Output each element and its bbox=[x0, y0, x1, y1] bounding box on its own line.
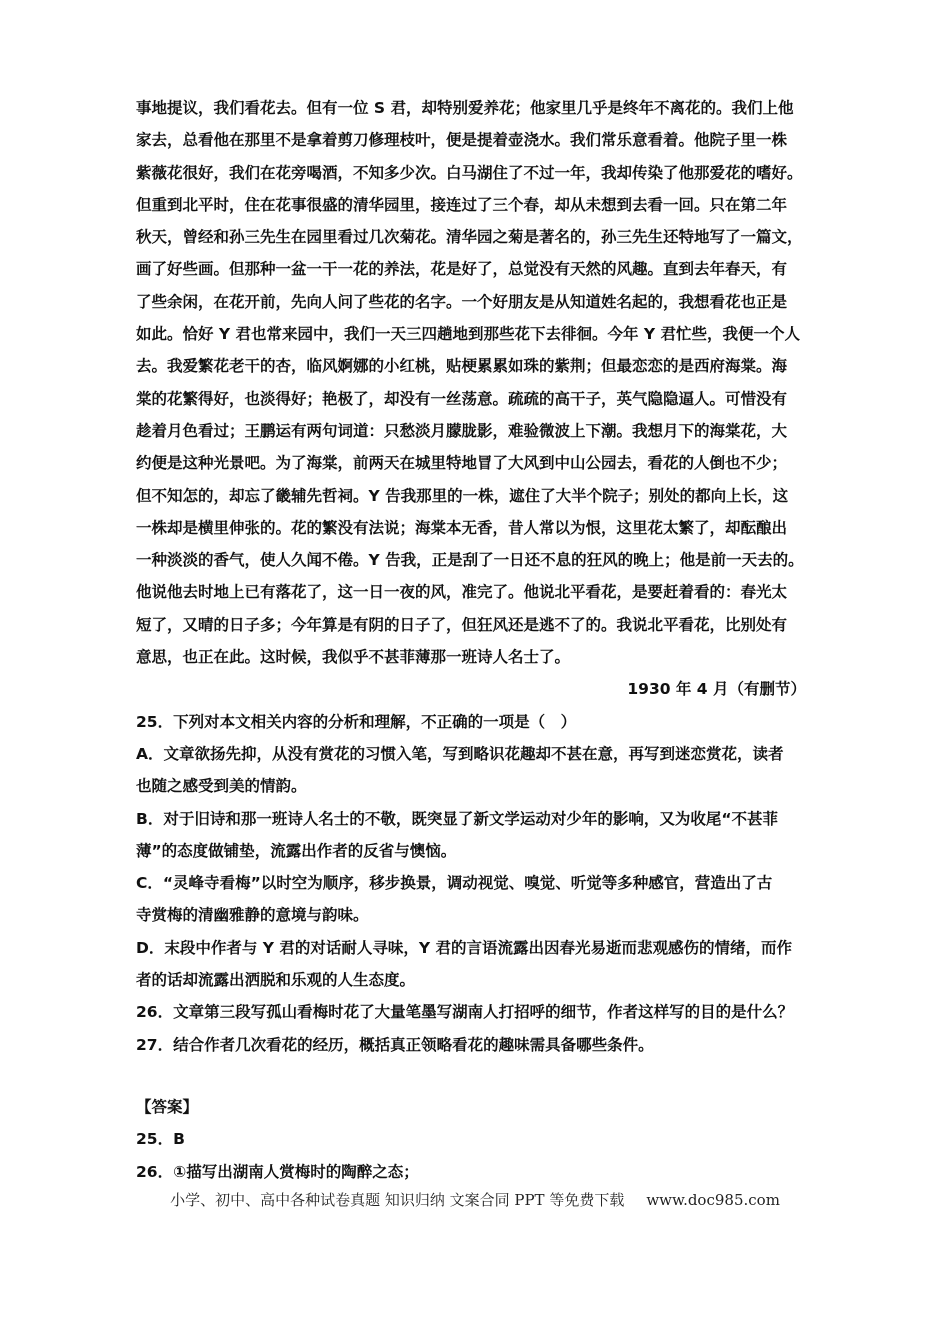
option-d-cont: 者的话却流露出洒脱和乐观的人生态度。 bbox=[136, 971, 416, 990]
question-26: 26．文章第三段写孤山看梅时花了大量笔墨写湖南人打招呼的细节，作者这样写的目的是什么？ bbox=[136, 1003, 794, 1022]
passage-line: 趁着月色看过；王鹏运有两句词道：只愁淡月朦胧影，难验微波上下潮。我想月下的海棠花，大 bbox=[136, 421, 788, 440]
passage-date: 1930 年 4 月（有删节） bbox=[627, 680, 806, 699]
footer-url[interactable]: www.doc985.com bbox=[646, 1191, 780, 1209]
passage-line: 秋天，曾经和孙三先生在园里看过几次菊花。清华园之菊是著名的，孙三先生还特地写了一篇文， bbox=[136, 228, 803, 247]
passage-line: 去。我爱繁花老干的杏，临风婀娜的小红桃，贴梗累累如珠的紫荆；但最恋恋的是西府海棠。海 bbox=[136, 357, 788, 376]
passage-line: 棠的花繁得好，也淡得好；艳极了，却没有一丝荡意。疏疏的高干子，英气隐隐逼人。可惜没有 bbox=[136, 389, 788, 408]
passage bbox=[136, 92, 816, 706]
option-b: B．对于旧诗和那一班诗人名士的不敬，既突显了新文学运动对少年的影响，又为收尾“不甚菲 bbox=[136, 809, 779, 828]
passage-line: 家去，总看他在那里不是拿着剪刀修理枝叶，便是提着壶浇水。我们常乐意看着。他院子里一株 bbox=[136, 131, 788, 150]
question-27: 27．结合作者几次看花的经历，概括真正领略看花的趣味需具备哪些条件。 bbox=[136, 1035, 654, 1054]
passage-line: 但重到北平时，住在花事很盛的清华园里，接连过了三个春，却从未想到去看一回。只在第二年 bbox=[136, 195, 788, 214]
spacer bbox=[136, 1061, 816, 1091]
passage-line: 短了，又晴的日子多；今年算是有阴的日子了，但狂风还是逃不了的。我说北平看花，比别处有 bbox=[136, 615, 788, 634]
passage-line: 画了好些画。但那种一盆一干一花的养法，花是好了，总觉没有天然的风趣。直到去年春天，有 bbox=[136, 260, 788, 279]
question-25: 25．下列对本文相关内容的分析和理解，不正确的一项是（ ） bbox=[136, 712, 577, 731]
option-a-cont: 也随之感受到美的情韵。 bbox=[136, 777, 307, 796]
answer-25: 25．B bbox=[136, 1130, 185, 1149]
passage-line: 但不知怎的，却忘了畿辅先哲祠。Y 告我那里的一株，遮住了大半个院子；别处的都向上长，这 bbox=[136, 486, 789, 505]
passage-line: 他说他去时地上已有落花了，这一日一夜的风，准完了。他说北平看花，是要赶着看的：春光太 bbox=[136, 583, 788, 602]
footer-text: 小学、初中、高中各种试卷真题 知识归纳 文案合同 PPT 等免费下载 bbox=[170, 1191, 625, 1209]
page-footer bbox=[0, 1189, 950, 1210]
answers bbox=[136, 1091, 816, 1188]
passage-line: 一株却是横里伸张的。花的繁没有法说；海棠本无香，昔人常以为恨，这里花太繁了，却酝酿出 bbox=[136, 518, 788, 537]
passage-line: 如此。恰好 Y 君也常来园中，我们一天三四趟地到那些花下去徘徊。今年 Y 君忙些，我便一个人 bbox=[136, 325, 801, 344]
questions bbox=[136, 706, 816, 1061]
option-d: D．末段中作者与 Y 君的对话耐人寻味，Y 君的言语流露出因春光易逝而悲观感伤的情绪，而作 bbox=[136, 938, 793, 957]
passage-line: 约便是这种光景吧。为了海棠，前两天在城里特地冒了大风到中山公园去，看花的人倒也不少； bbox=[136, 454, 788, 473]
passage-line: 意思，也正在此。这时候，我似乎不甚菲薄那一班诗人名士了。 bbox=[136, 648, 571, 667]
option-b-cont: 薄”的态度做铺垫，流露出作者的反省与懊恼。 bbox=[136, 841, 457, 860]
passage-line: 事地提议，我们看花去。但有一位 S 君，却特别爱养花；他家里几乎是终年不离花的。我们上他 bbox=[136, 99, 794, 117]
answer-26: 26．①描写出湖南人赏梅时的陶醉之态； bbox=[136, 1162, 419, 1181]
option-a: A．文章欲扬先抑，从没有赏花的习惯入笔，写到略识花趣却不甚在意，再写到迷恋赏花，读者 bbox=[136, 744, 784, 763]
passage-line: 一种淡淡的香气，使人久闻不倦。Y 告我，正是刮了一日还不息的狂风的晚上；他是前一天去的。 bbox=[136, 551, 804, 570]
option-c-cont: 寺赏梅的清幽雅静的意境与韵味。 bbox=[136, 906, 369, 925]
passage-line: 了些余闲，在花开前，先向人问了些花的名字。一个好朋友是从知道姓名起的，我想看花也正是 bbox=[136, 292, 788, 311]
passage-line: 紫薇花很好，我们在花旁喝酒，不知多少次。白马湖住了不过一年，我却传染了他那爱花的嗜好。 bbox=[136, 163, 803, 182]
answer-heading: 【答案】 bbox=[136, 1097, 199, 1116]
option-c: C．“灵峰寺看梅”以时空为顺序，移步换景，调动视觉、嗅觉、听觉等多种感官，营造出了古 bbox=[136, 874, 773, 893]
document-page bbox=[136, 92, 816, 1188]
